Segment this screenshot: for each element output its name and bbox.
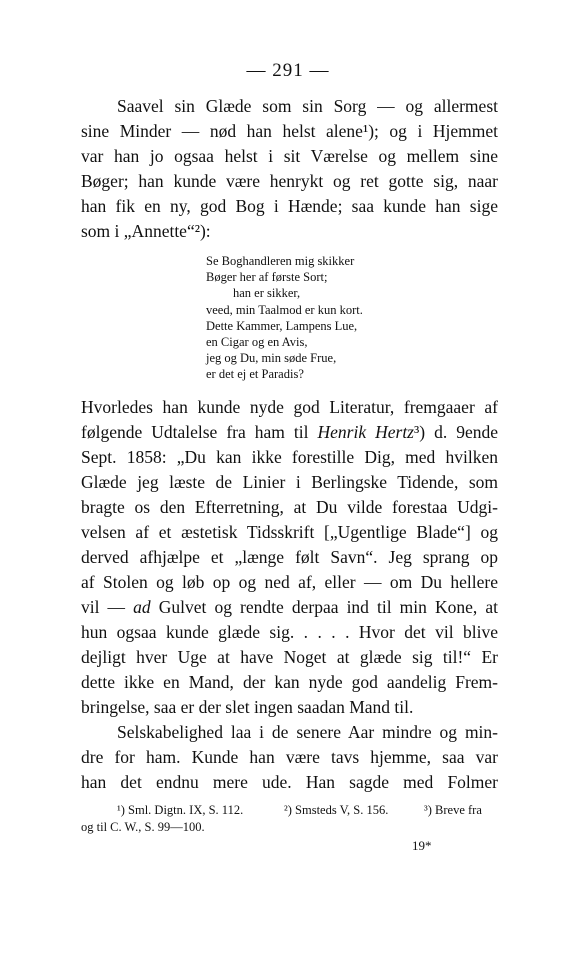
text-line: bragte os den Efterretning, at Du vilde forestaa Udgi- bbox=[81, 497, 498, 517]
text-line: han det endnu mere ude. Han sagde med Folmer bbox=[81, 772, 498, 792]
footnote-3: ³) Breve fra bbox=[424, 803, 482, 817]
text-line: derved afhjælpe et „længe følt Savn“. Jeg sprang op bbox=[81, 547, 498, 567]
text-line: velsen af et æstetisk Tidsskrift [„Ugentlige Blade“] og bbox=[81, 522, 498, 542]
poem-line: er det ej et Paradis? bbox=[206, 367, 304, 382]
text-line: Sept. 1858: „Du kan ikke forestille Dig, med hvilken bbox=[81, 447, 498, 467]
poem-line: Dette Kammer, Lampens Lue, bbox=[206, 318, 358, 333]
text-line: han fik en ny, god Bog i Hænde; saa kunde han sige bbox=[81, 196, 498, 216]
footnote-1: ¹) Sml. Digtn. IX, S. 112. bbox=[117, 803, 244, 817]
text-line: af Stolen og løb op og ned af, eller — om Du hellere bbox=[81, 572, 498, 592]
poem-line: en Cigar og en Avis, bbox=[206, 335, 308, 350]
footnote-3-continued: og til C. W., S. 99—100. bbox=[81, 820, 205, 834]
poem-line: Bøger her af første Sort; bbox=[206, 270, 328, 285]
text-line: dre for ham. Kunde han være tavs hjemme, saa var bbox=[81, 747, 498, 767]
text-line: dette ikke en Mand, der kan nyde god aandelig Frem- bbox=[81, 672, 498, 692]
text-line: var han jo ogsaa helst i sit Værelse og mellem sine bbox=[81, 146, 498, 166]
text-line: Bøger; han kunde være henrykt og ret gotte sig, naar bbox=[81, 171, 498, 191]
text-line: bringelse, saa er der slet ingen saadan Mand til. bbox=[81, 697, 414, 717]
text-line: vil — ad Gulvet og rendte derpaa ind til min Kone, at bbox=[81, 597, 498, 617]
poem-block bbox=[206, 253, 363, 383]
poem-line: han er sikker, bbox=[233, 286, 301, 301]
signature-mark: 19* bbox=[412, 838, 432, 853]
text-line: følgende Udtalelse fra ham til Henrik Hertz³) d. 9ende bbox=[81, 422, 499, 442]
text-line: sine Minder — nød han helst alene¹); og i Hjemmet bbox=[81, 121, 498, 141]
person-name: Henrik Hertz bbox=[317, 422, 414, 442]
poem-line: jeg og Du, min søde Frue, bbox=[206, 351, 337, 366]
footnote-2: ²) Smsteds V, S. 156. bbox=[284, 803, 389, 817]
text-line: hun ogsaa kunde glæde sig. . . . . Hvor det vil blive bbox=[81, 622, 498, 642]
poem-line: veed, min Taalmod er kun kort. bbox=[206, 302, 363, 317]
poem-line: Se Boghandleren mig skikker bbox=[206, 254, 355, 268]
emphasis-ad: ad bbox=[133, 597, 151, 617]
text-line: som i „Annette“²): bbox=[81, 221, 211, 241]
text-line: Selskabelighed laa i de senere Aar mindre og min- bbox=[117, 722, 498, 742]
text-line: Hvorledes han kunde nyde god Literatur, fremgaaer af bbox=[81, 397, 498, 417]
text-line: Glæde jeg læste de Linier i Berlingske Tidende, som bbox=[81, 472, 498, 492]
text-line: Saavel sin Glæde som sin Sorg — og allermest bbox=[117, 96, 498, 116]
page-number: — 291 — bbox=[246, 60, 330, 81]
text-line: dejligt hver Uge at have Noget at glæde sig til!“ Er bbox=[81, 647, 498, 667]
